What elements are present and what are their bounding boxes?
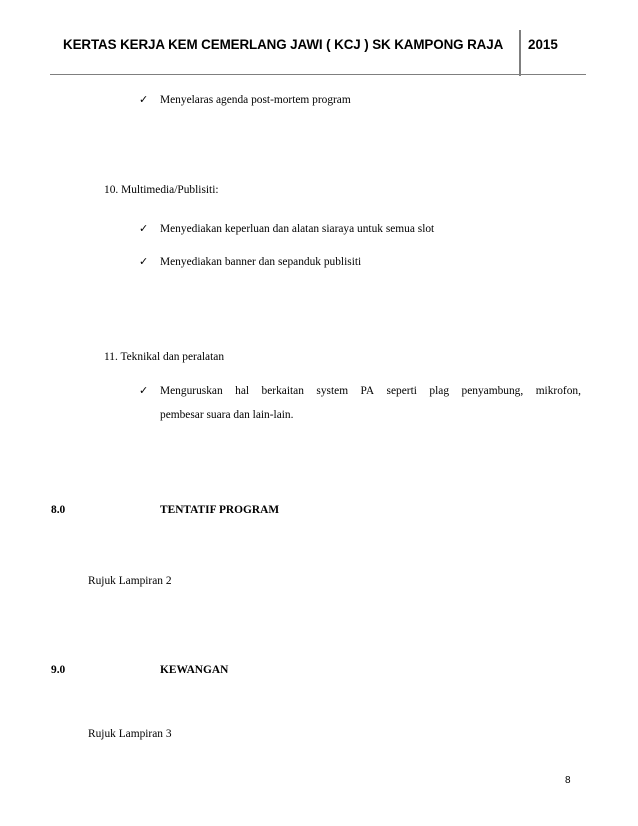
checkmark-icon: ✓: [139, 93, 149, 106]
bullet-banner: Menyediakan banner dan sepanduk publisiti: [160, 256, 362, 268]
checkmark-icon: ✓: [139, 384, 149, 397]
header-title: KERTAS KERJA KEM CEMERLANG JAWI ( KCJ ) SK KAMPONG RAJA: [63, 37, 504, 52]
section-number: 9.0: [51, 664, 66, 676]
checkmark-icon: ✓: [139, 222, 149, 235]
bullet-pa-line1: [160, 385, 581, 397]
pa-word: penyambung,: [461, 385, 524, 397]
bullet-postmortem: Menyelaras agenda post-mortem program: [160, 94, 351, 106]
page-number: 8: [565, 775, 571, 786]
section-title: KEWANGAN: [160, 664, 229, 676]
pa-word: Menguruskan: [160, 385, 223, 397]
bullet-pa-line2: pembesar suara dan lain-lain.: [160, 409, 294, 421]
pa-word: berkaitan: [261, 385, 304, 397]
pa-word: PA: [360, 385, 375, 397]
pa-word: system: [316, 385, 349, 397]
section-body: Rujuk Lampiran 2: [88, 575, 172, 587]
pa-word: hal: [235, 385, 250, 397]
checkmark-icon: ✓: [139, 255, 149, 268]
pa-word: seperti: [386, 385, 417, 397]
multimedia-heading: 10. Multimedia/Publisiti:: [104, 184, 219, 196]
header-divider-horizontal: [50, 74, 586, 75]
teknikal-heading: 11. Teknikal dan peralatan: [104, 351, 225, 363]
bullet-siaraya: Menyediakan keperluan dan alatan siaraya untuk semua slot: [160, 223, 435, 235]
pa-word: mikrofon,: [535, 385, 581, 397]
header-divider-vertical: [519, 30, 521, 76]
section-body: Rujuk Lampiran 3: [88, 728, 172, 740]
section-number: 8.0: [51, 504, 66, 516]
section-title: TENTATIF PROGRAM: [160, 504, 280, 516]
header-year: 2015: [528, 37, 558, 52]
pa-word: plag: [429, 385, 450, 397]
